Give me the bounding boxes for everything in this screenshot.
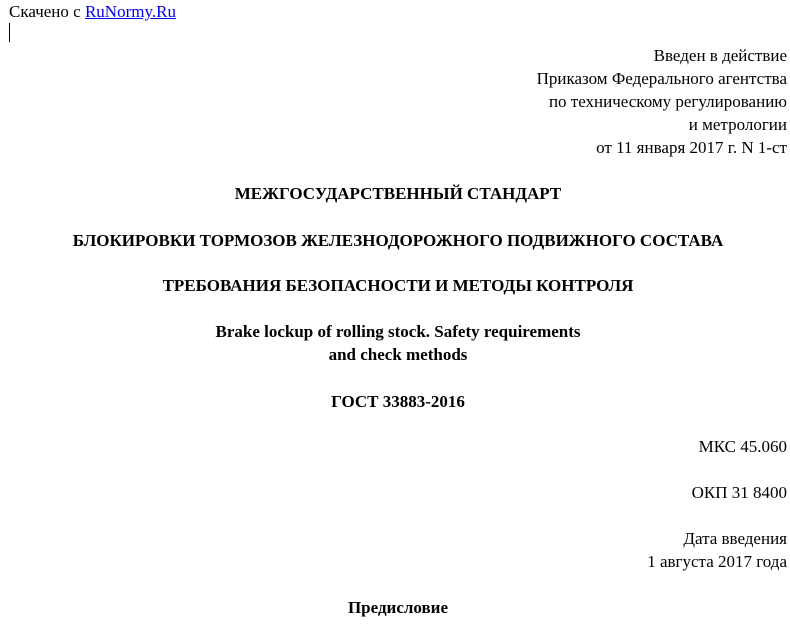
runormy-link[interactable]: RuNormy.Ru: [84, 2, 176, 21]
english-title-line-1: Brake lockup of rolling stock. Safety requirements: [215, 322, 581, 341]
intro-line-2: Приказом Федерального агентства: [536, 69, 787, 88]
effective-date-value: 1 августа 2017 года: [647, 552, 787, 571]
preface-heading: Предисловие: [347, 598, 449, 617]
english-title-line-2: and check methods: [328, 345, 468, 364]
standard-type-heading: МЕЖГОСУДАРСТВЕННЫЙ СТАНДАРТ: [234, 184, 562, 203]
download-source-prefix: Скачено с: [9, 2, 85, 21]
effective-date-block: [647, 527, 787, 573]
intro-line-1: Введен в действие: [653, 46, 787, 65]
intro-line-5: от 11 января 2017 г. N 1-ст: [596, 138, 787, 157]
standard-title-line-2: ТРЕБОВАНИЯ БЕЗОПАСНОСТИ И МЕТОДЫ КОНТРОЛЯ: [162, 276, 634, 295]
introduction-block: [537, 44, 787, 159]
standard-title-line-1: БЛОКИРОВКИ ТОРМОЗОВ ЖЕЛЕЗНОДОРОЖНОГО ПОДВИЖНОГО СОСТАВА: [72, 231, 724, 250]
effective-date-label: Дата введения: [683, 529, 787, 548]
okp-code: ОКП 31 8400: [691, 483, 787, 502]
standard-code: ГОСТ 33883-2016: [331, 392, 465, 411]
intro-line-3: по техническому регулированию: [548, 92, 787, 111]
intro-line-4: и метрологии: [688, 115, 787, 134]
mks-code: МКС 45.060: [698, 437, 787, 456]
english-title: [0, 320, 790, 366]
download-source-line: [9, 2, 176, 22]
text-cursor: [9, 23, 10, 42]
